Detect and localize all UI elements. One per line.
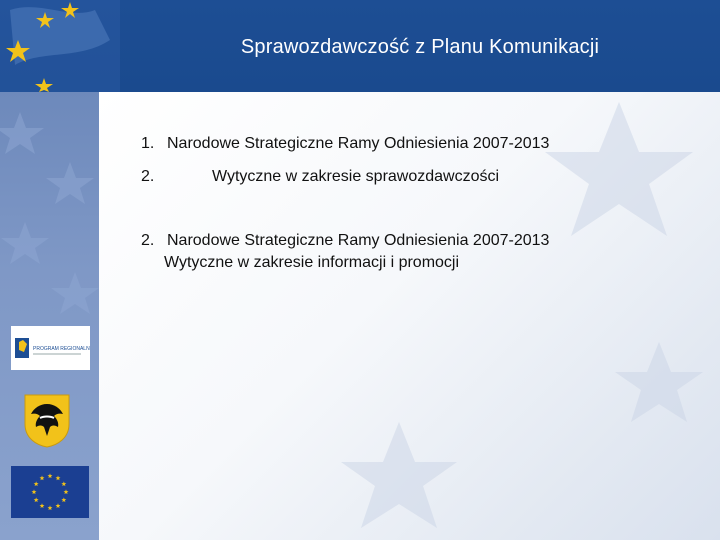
- content-list: [99, 92, 720, 540]
- list-item-number: 2.: [141, 168, 155, 185]
- list-item-number: 1.: [141, 135, 155, 152]
- list-item-text: Narodowe Strategiczne Ramy Odniesienia 2007-2013: [167, 135, 550, 152]
- list-item-text: Wytyczne w zakresie sprawozdawczości: [212, 168, 500, 185]
- coat-of-arms-icon: [22, 392, 72, 448]
- list-item-number: 2.: [141, 232, 155, 249]
- left-sidebar: [0, 92, 99, 540]
- regional-program-text: PROGRAM REGIONALNY: [33, 346, 90, 352]
- regional-program-logo: [11, 326, 90, 370]
- page-title: Sprawozdawczość z Planu Komunikacji: [240, 36, 600, 58]
- list-item-text: Narodowe Strategiczne Ramy Odniesienia 2007-2013: [167, 232, 550, 249]
- slide-body: [99, 92, 720, 540]
- slide-header: [0, 0, 720, 92]
- list-item-continuation: Wytyczne w zakresie informacji i promocji: [164, 254, 460, 271]
- eu-flag-icon: [11, 466, 89, 518]
